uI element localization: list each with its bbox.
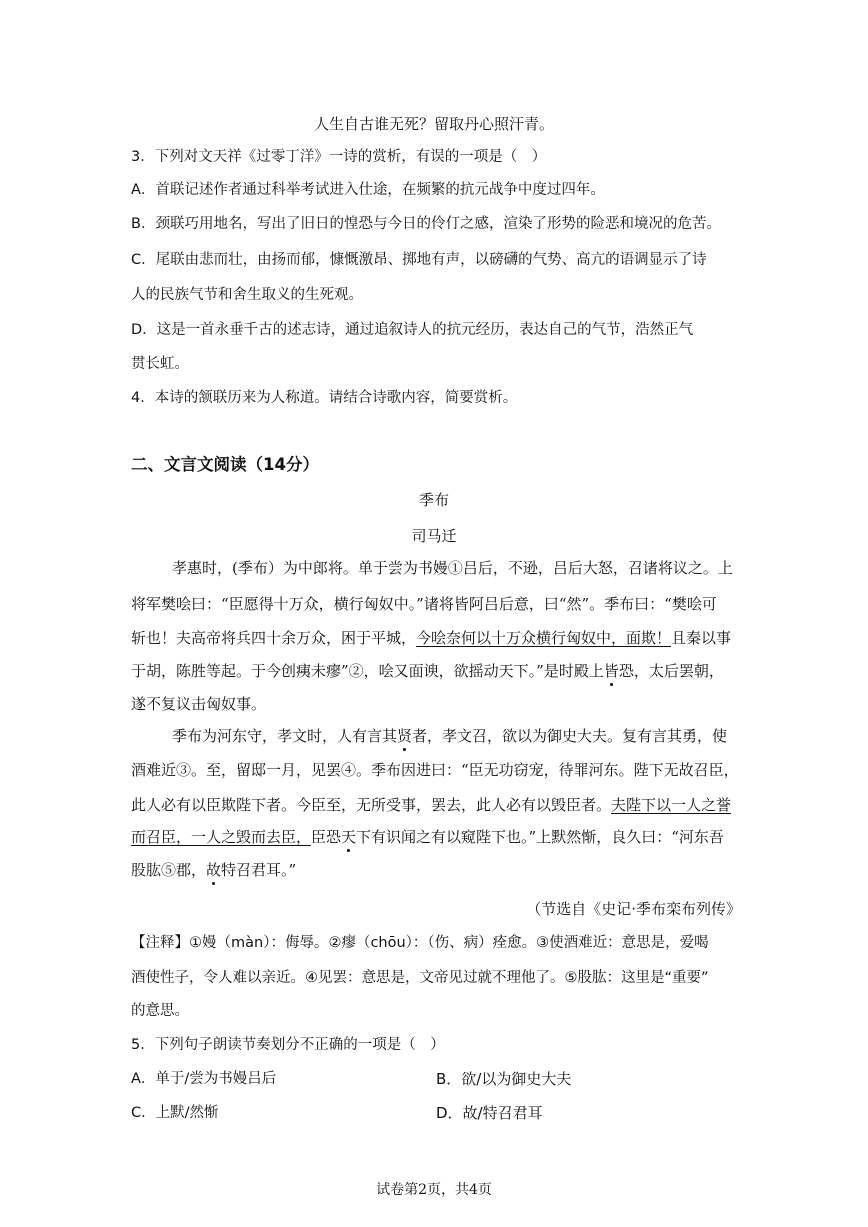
underlined-sentence-1: 今哙奈何以十万众横行匈奴中，面欺！: [416, 629, 672, 647]
underlined-sentence-2a: 夫陛下以一人之誉: [611, 796, 732, 814]
notes-line2: 酒使性子，令人难以亲近。④见罢：意思是，文帝见过就不理他了。⑤股肱：这里是“重要”: [131, 970, 709, 986]
q5-option-b: B．欲/以为御史大夫: [436, 1070, 572, 1088]
passage-title: 季布: [418, 491, 449, 509]
q3-option-c-line1: C．尾联由悲而壮，由扬而郁，慷慨激昂、掷地有声，以磅礴的气势、高亢的语调显示了诗: [131, 252, 707, 268]
passage-p2-line2: 酒难近③。至，留邸一月，见罢④。季布因进曰：“臣无功窃宠，待罪河东。陛下无故召臣，: [131, 761, 739, 779]
page-footer: 试卷第2页，共4页: [376, 1182, 492, 1198]
underlined-sentence-2b: 而召臣，一人之毁而去臣，: [131, 828, 312, 846]
passage-p2-line1: 季布为河东守，孝文时，人有言其贤者，孝文召，欲以为御史大夫。复有言其勇，使: [172, 727, 728, 745]
passage-p1-line1: 孝惠时，(季布）为中郎将。单于尝为书嫚①吕后，不逊，吕后大怒，召诸将议之。上: [172, 559, 733, 577]
q3-stem: 3．下列对文天祥《过零丁洋》一诗的赏析，有误的一项是（ ）: [131, 149, 547, 165]
dotted-char-jie: 皆: [603, 662, 619, 680]
q3-option-a: A．首联记述作者通过科举考试进入仕途，在频繁的抗元战争中度过四年。: [131, 182, 605, 198]
passage-p1-line3: 斩也！夫高帝将兵四十余万众，困于平城，今哙奈何以十万众横行匈奴中，面欺！且秦以事: [131, 629, 732, 647]
section-heading: 二、文言文阅读（14分）: [131, 455, 319, 474]
poem-last-line: 人生自古谁无死？留取丹心照汗青。: [313, 115, 554, 133]
q5-option-c: C．上默/然惭: [131, 1105, 219, 1121]
passage-p1-line4: 于胡，陈胜等起。于今创痍未瘳”②，哙又面谀，欲摇动天下。”是时殿上皆恐，太后罢朝，: [131, 662, 724, 680]
q3-option-c-line2: 人的民族气节和舍生取义的生死观。: [131, 287, 363, 303]
dotted-char-gu: 故: [206, 861, 222, 879]
passage-p1-line5: 遂不复议击匈奴事。: [131, 695, 267, 713]
q3-option-b: B．颈联巧用地名，写出了旧日的惶恐与今日的伶仃之感，渲染了形势的险恶和境况的危苦。: [131, 216, 721, 232]
q3-option-d-line1: D．这是一首永垂千古的述志诗，通过追叙诗人的抗元经历，表达自己的气节，浩然正气: [131, 322, 694, 338]
q5-option-d: D．故/特召君耳: [436, 1104, 543, 1122]
passage-author: 司马迁: [411, 527, 457, 545]
dotted-char-xian: 贤: [397, 727, 413, 745]
passage-p2-line4: 而召臣，一人之毁而去臣，臣恐天下有识闻之有以窥陛下也。”上默然惭，良久曰：“河东吾: [131, 828, 724, 846]
q5-option-a: A．单于/尝为书嫚吕后: [131, 1071, 277, 1087]
passage-p2-line5: 股肱⑤郡，故特召君耳。”: [131, 861, 297, 879]
passage-p2-line3: 此人必有以臣欺陛下者。今臣至，无所受事，罢去，此人必有以毁臣者。夫陛下以一人之誉: [131, 796, 732, 814]
notes-line3: 的意思。: [131, 1003, 189, 1019]
q4-stem: 4．本诗的颔联历来为人称道。请结合诗歌内容，简要赏析。: [131, 390, 518, 406]
q5-stem: 5．下列句子朗读节奏划分不正确的一项是（ ）: [131, 1037, 445, 1053]
passage-p1-line2: 将军樊哙曰：“臣愿得十万众，横行匈奴中。”诸将皆阿吕后意，曰“然”。季布曰：“樊哙可: [131, 595, 717, 613]
q3-option-d-line2: 贯长虹。: [131, 356, 189, 372]
notes-line1: 【注释】①嫚（màn）：侮辱。②瘳（chōu）：（伤、病）痊愈。③使酒难近：意思是，爱喝: [131, 935, 709, 951]
source-citation: （节选自《史记·季布栾布列传》: [526, 900, 741, 918]
dotted-char-tian: 天: [341, 828, 357, 846]
